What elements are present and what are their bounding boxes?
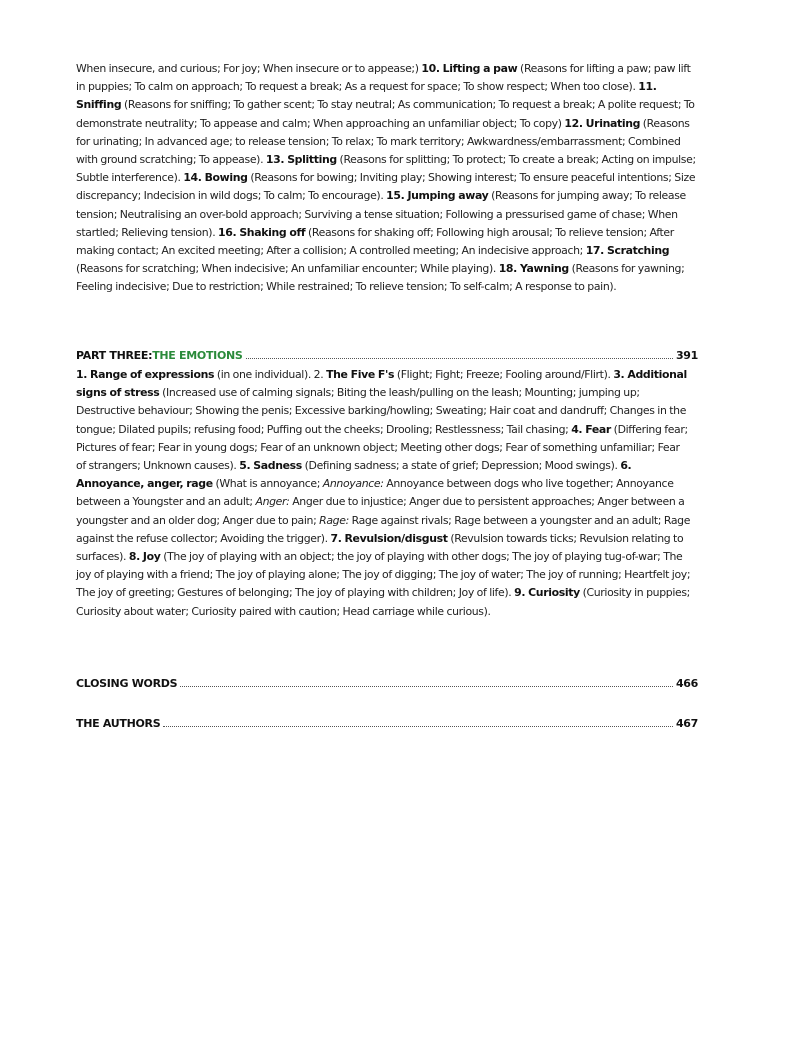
entry-heading: 11. Sniffing [76, 80, 657, 112]
entry-heading: 1. Range of expressions [76, 368, 215, 381]
entry-heading: 17. Scratching [585, 244, 670, 258]
part-two-continued-entries [76, 60, 698, 297]
entry-subheading: Rage: [319, 513, 349, 527]
entry-text: (Increased use of calming signals; Biting the leash/pulling on the leash; Mounting; jumping up; Destructive behaviour; Showing the penis; Excessive barking/howling; Sweating; Hair coat and dandruff; Changes in the tongue; Dilated pupils; refusing food; Puffing out the cheeks; Drooling; Restlessness; Tail chasing; [76, 386, 687, 436]
part-three-page-number: 391 [675, 349, 698, 362]
the-authors-label: THE AUTHORS [76, 717, 161, 730]
entry-heading: 18. Yawning [498, 262, 569, 276]
entry-text: Rage against rivals; Rage between a youngster and an adult; Rage against the refuse collector; Avoiding the trigger). [76, 513, 691, 545]
entry-heading: 16. Shaking off [218, 225, 306, 239]
entry-text: (Reasons for urinating; In advanced age; to release tension; To relax; To mark territory; Awkwardness/embarrassment; Combined with ground scratching; To appease). [76, 116, 690, 167]
toc-heading-closing-words [76, 677, 698, 690]
entry-text: (What is annoyance; [212, 477, 323, 491]
entry-heading: 14. Bowing [183, 171, 248, 185]
entry-heading: 13. Splitting [265, 153, 337, 167]
entry-subheading: Annoyance: [322, 477, 384, 491]
entry-text: (Curiosity in puppies; Curiosity about water; Curiosity paired with caution; Head carriage while curious). [76, 586, 690, 618]
toc-heading-part-three [76, 349, 698, 362]
entry-heading: 5. Sadness [239, 459, 302, 473]
entry-text: Annoyance between dogs who live together; Annoyance between a Youngster and an adult; [76, 477, 674, 509]
entry-heading: The Five F's [326, 368, 395, 381]
dot-leader [180, 686, 673, 687]
entry-text: (Flight; Fight; Freeze; Fooling around/Flirt). [394, 368, 614, 381]
entry-heading: 4. Fear [571, 422, 611, 436]
part-three-entries [76, 366, 692, 621]
entry-text: (Reasons for bowing; Inviting play; Showing interest; To ensure peaceful intentions; Size discrepancy; Indecision in wild dogs; To calm; To encourage). [76, 171, 696, 203]
entry-text: Anger due to injustice; Anger due to persistent approaches; Anger between a youngster and an older dog; Anger due to pain; [76, 495, 685, 527]
entry-heading: 10. Lifting a paw [421, 62, 518, 75]
entry-subheading: Anger: [255, 495, 290, 509]
part-three-title: THE EMOTIONS [152, 349, 243, 362]
entry-text: (Reasons for yawning; Feeling indecisive; Due to restriction; While restrained; To relieve tension; To self-calm; A response to pain). [76, 262, 685, 294]
entry-text: (The joy of playing with an object; the joy of playing with other dogs; The joy of playing tug-of-war; The joy of playing with a friend; The joy of playing alone; The joy of digging; The joy of water; The joy of running; Heartfelt joy; The joy of greeting; Gestures of belonging; The joy of playing with children; Joy of life). [76, 550, 691, 600]
entry-text: When insecure, and curious; For joy; When insecure or to appease;) [76, 62, 422, 75]
part-three-prefix: PART THREE: [76, 349, 153, 362]
closing-words-label: CLOSING WORDS [76, 677, 178, 690]
entry-text: (Reasons for jumping away; To release tension; Neutralising an over-bold approach; Surviving a tense situation; Following a pressurised game of chase; When startled; Relieving tension). [76, 189, 686, 239]
closing-words-page-number: 466 [675, 677, 698, 690]
entry-text: (Revulsion towards ticks; Revulsion relating to surfaces). [76, 531, 684, 564]
the-authors-page-number: 467 [675, 717, 698, 730]
entry-heading: 8. Joy [128, 550, 161, 564]
toc-page [76, 60, 698, 730]
dot-leader [246, 358, 673, 359]
entry-text: (Differing fear; Pictures of fear; Fear in young dogs; Fear of an unknown object; Meeting other dogs; Fear of something unfamiliar; Fear of strangers; Unknown causes). [76, 422, 688, 473]
entry-text: (Reasons for lifting a paw; paw lift in puppies; To calm on approach; To request a break; As a request for space; To show respect; When too close). [76, 62, 691, 94]
entry-text: (Reasons for sniffing; To gather scent; To stay neutral; As communication; To request a break; A polite request; To demonstrate neutrality; To appease and calm; When approaching an unfamiliar object; To copy) [76, 98, 695, 130]
dot-leader [163, 726, 673, 727]
entry-heading: 12. Urinating [564, 116, 641, 130]
toc-heading-the-authors [76, 717, 698, 730]
entry-heading: 6. Annoyance, anger, rage [76, 459, 632, 491]
entry-text: (in one individual). 2. [214, 368, 327, 381]
entry-text: (Defining sadness; a state of grief; Depression; Mood swings). [301, 459, 621, 473]
entry-heading: 9. Curiosity [514, 586, 580, 600]
entry-text: (Reasons for scratching; When indecisive; An unfamiliar encounter; While playing). [76, 262, 499, 276]
entry-text: (Reasons for shaking off; Following high arousal; To relieve tension; After making contact; An excited meeting; After a collision; A controlled meeting; An indecisive approach; [76, 225, 674, 258]
entry-heading: 15. Jumping away [386, 189, 489, 203]
entry-heading: 7. Revulsion/disgust [330, 531, 448, 545]
entry-text: (Reasons for splitting; To protect; To create a break; Acting on impulse; Subtle interference). [76, 153, 696, 185]
entry-heading: 3. Additional signs of stress [76, 368, 687, 400]
